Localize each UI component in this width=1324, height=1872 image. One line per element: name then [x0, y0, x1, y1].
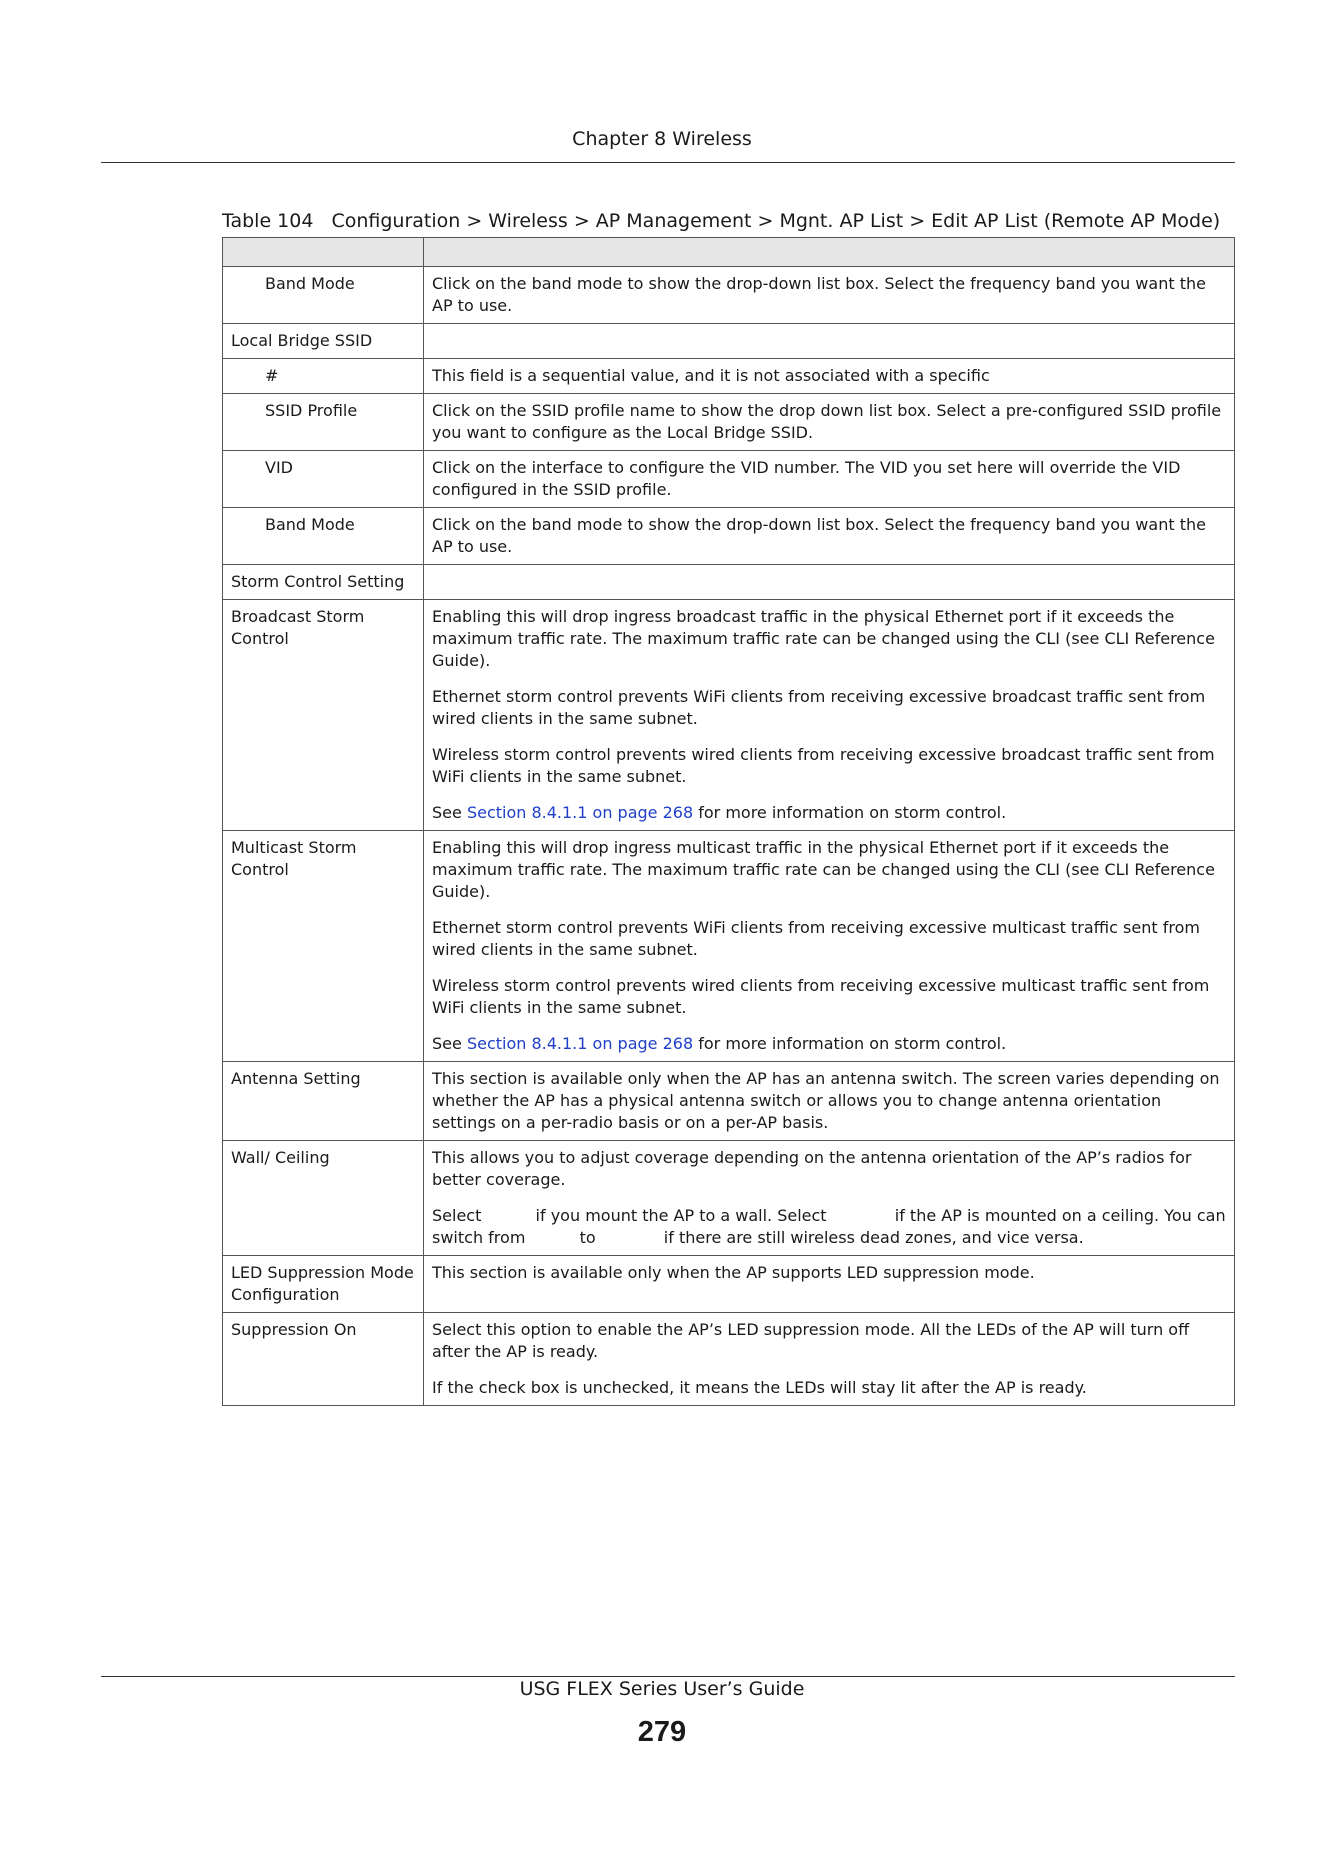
- row-description: [424, 1141, 1235, 1256]
- select-instruction-paragraph: [432, 1205, 1226, 1249]
- section-link[interactable]: Section 8.4.1.1 on page 268: [466, 803, 694, 822]
- description-paragraph: This field is a sequential value, and it is not associated with a specific: [432, 366, 990, 385]
- table-row: [223, 1256, 1235, 1313]
- field-description-table: [222, 237, 1235, 1406]
- row-description: [424, 565, 1235, 600]
- see-suffix: for more information on storm control.: [693, 803, 1007, 822]
- row-description: [424, 508, 1235, 565]
- table-title: Configuration > Wireless > AP Management > Mgnt. AP List > Edit AP List (Remote AP Mode): [331, 210, 1221, 232]
- description-paragraph: Enabling this will drop ingress multicast traffic in the physical Ethernet port if it exceeds the maximum traffic rate. The maximum traffic rate can be changed using the CLI (see CLI Reference Guide).: [432, 838, 1215, 901]
- description-paragraph: This section is available only when the AP supports LED suppression mode.: [432, 1263, 1035, 1282]
- text-part: Select: [432, 1206, 487, 1225]
- table-row: [223, 324, 1235, 359]
- table-row: [223, 831, 1235, 1062]
- table-row: [223, 267, 1235, 324]
- row-description: [424, 451, 1235, 508]
- description-paragraph: Wireless storm control prevents wired clients from receiving excessive multicast traffic sent from WiFi clients in the same subnet.: [432, 976, 1210, 1017]
- footer-divider: [101, 1676, 1235, 1677]
- row-description: [424, 267, 1235, 324]
- row-description: [424, 1062, 1235, 1141]
- text-part: to: [574, 1228, 601, 1247]
- description-paragraph: Click on the band mode to show the drop-down list box. Select the frequency band you want the AP to use.: [432, 274, 1206, 315]
- table-row: [223, 1062, 1235, 1141]
- row-label: #: [223, 359, 424, 394]
- row-label: Band Mode: [223, 508, 424, 565]
- table-row: [223, 508, 1235, 565]
- table-row: [223, 1313, 1235, 1406]
- row-label: Band Mode: [223, 267, 424, 324]
- description-paragraph: Enabling this will drop ingress broadcast traffic in the physical Ethernet port if it exceeds the maximum traffic rate. The maximum traffic rate can be changed using the CLI (see CLI Reference Guide).: [432, 607, 1215, 670]
- description-paragraph: Ethernet storm control prevents WiFi clients from receiving excessive multicast traffic sent from wired clients in the same subnet.: [432, 918, 1200, 959]
- row-label: Wall/ Ceiling: [223, 1141, 424, 1256]
- table-number: Table 104: [222, 210, 314, 232]
- text-part: if there are still wireless dead zones, and vice versa.: [658, 1228, 1084, 1247]
- row-label: LED Suppression Mode Configuration: [223, 1256, 424, 1313]
- table-header-row: [223, 238, 1235, 267]
- description-paragraph: If the check box is unchecked, it means the LEDs will stay lit after the AP is ready.: [432, 1378, 1087, 1397]
- row-description: [424, 1313, 1235, 1406]
- section-link[interactable]: Section 8.4.1.1 on page 268: [466, 1034, 694, 1053]
- table-row: [223, 451, 1235, 508]
- description-paragraph: Ethernet storm control prevents WiFi clients from receiving excessive broadcast traffic sent from wired clients in the same subnet.: [432, 687, 1206, 728]
- chapter-header: Chapter 8 Wireless: [572, 128, 752, 150]
- description-paragraph: Click on the band mode to show the drop-down list box. Select the frequency band you want the AP to use.: [432, 515, 1206, 556]
- row-label: VID: [223, 451, 424, 508]
- text-part: if the AP is mounted on a ceiling. You can switch from: [432, 1206, 1226, 1247]
- page-number: 279: [637, 1716, 687, 1748]
- guide-title: USG FLEX Series User’s Guide: [519, 1678, 805, 1700]
- row-label: SSID Profile: [223, 394, 424, 451]
- row-description: [424, 831, 1235, 1062]
- see-also-paragraph: [432, 802, 1226, 824]
- row-description: [424, 600, 1235, 831]
- description-paragraph: Click on the SSID profile name to show the drop down list box. Select a pre-configured SSID profile you want to configure as the Local Bridge SSID.: [432, 401, 1222, 442]
- see-suffix: for more information on storm control.: [693, 1034, 1007, 1053]
- see-prefix: See: [432, 1034, 467, 1053]
- row-description: [424, 324, 1235, 359]
- table-row: [223, 1141, 1235, 1256]
- row-label: Suppression On: [223, 1313, 424, 1406]
- header-label-cell: [223, 238, 424, 267]
- table-row: [223, 565, 1235, 600]
- header-description-cell: [424, 238, 1235, 267]
- row-label: Storm Control Setting: [223, 565, 424, 600]
- description-paragraph: Click on the interface to configure the VID number. The VID you set here will override the VID configured in the SSID profile.: [432, 458, 1181, 499]
- row-label: Antenna Setting: [223, 1062, 424, 1141]
- row-description: [424, 394, 1235, 451]
- row-description: [424, 1256, 1235, 1313]
- text-part: if you mount the AP to a wall. Select: [530, 1206, 832, 1225]
- row-label: Multicast Storm Control: [223, 831, 424, 1062]
- description-paragraph: This section is available only when the AP has an antenna switch. The screen varies depending on whether the AP has a physical antenna switch or allows you to change antenna orientation settings on a per-radio basis or on a per-AP basis.: [432, 1069, 1220, 1132]
- table-row: [223, 394, 1235, 451]
- description-paragraph: Select this option to enable the AP’s LED suppression mode. All the LEDs of the AP will turn off after the AP is ready.: [432, 1320, 1190, 1361]
- table-row: [223, 359, 1235, 394]
- header-divider: [101, 162, 1235, 163]
- see-prefix: See: [432, 803, 467, 822]
- row-description: [424, 359, 1235, 394]
- description-paragraph: Wireless storm control prevents wired clients from receiving excessive broadcast traffic sent from WiFi clients in the same subnet.: [432, 745, 1215, 786]
- table-row: [223, 600, 1235, 831]
- see-also-paragraph: [432, 1033, 1226, 1055]
- row-label: Broadcast Storm Control: [223, 600, 424, 831]
- description-paragraph: This allows you to adjust coverage depending on the antenna orientation of the AP’s radios for better coverage.: [432, 1148, 1192, 1189]
- row-label: Local Bridge SSID: [223, 324, 424, 359]
- table-caption: [222, 210, 1220, 232]
